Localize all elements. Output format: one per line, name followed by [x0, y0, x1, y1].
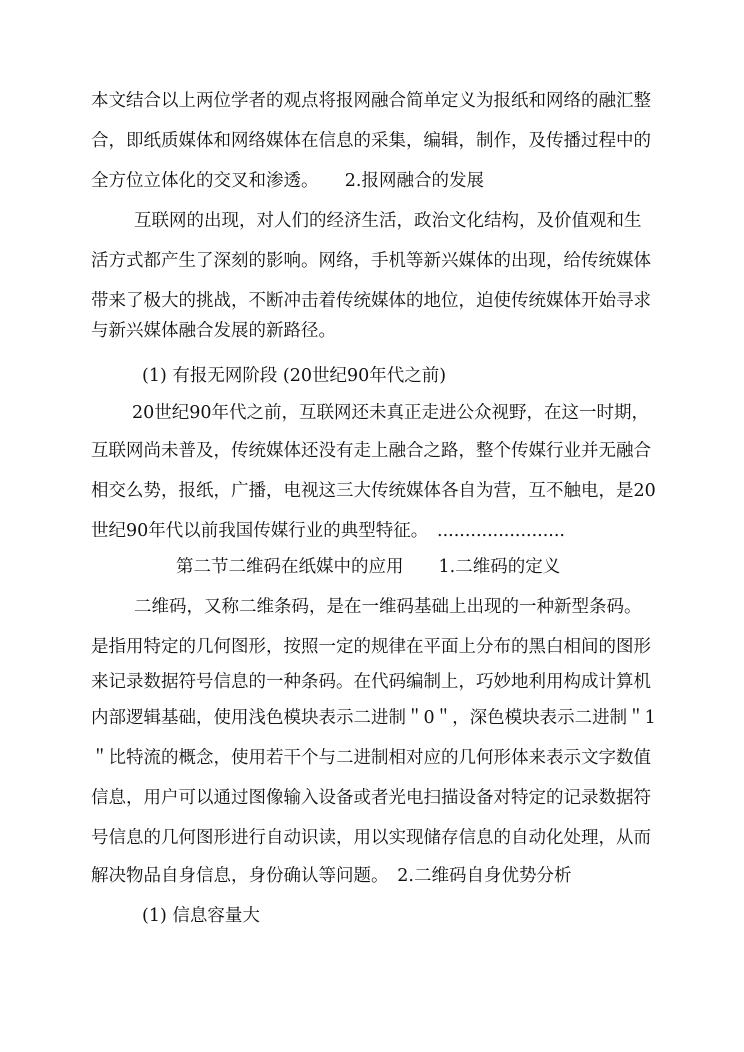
text-line: 解决物品自身信息，身份确认等问题。 2.二维码自身优势分析	[91, 866, 572, 886]
text-line: 二维码，又称二维条码，是在一维码基础上出现的一种新型条码。	[134, 597, 642, 617]
section-heading: (1) 信息容量大	[142, 906, 260, 926]
text-line: 是指用特定的几何图形，按照一定的规律在平面上分布的黑白相间的图形	[91, 637, 651, 657]
text-line: 合，即纸质媒体和网络媒体在信息的采集，编辑，制作，及传播过程中的	[91, 131, 651, 151]
section-heading: (1) 有报无网阶段 (20世纪90年代之前)	[142, 366, 447, 386]
text-line: 来记录数据符号信息的一种条码。在代码编制上，巧妙地利用构成计算机	[91, 672, 651, 692]
text-line: 活方式都产生了深刻的影响。网络，手机等新兴媒体的出现，给传统媒体	[91, 251, 651, 271]
section-heading: 第二节二维码在纸媒中的应用 1.二维码的定义	[176, 557, 561, 577]
text-line: 互联网的出现，对人们的经济生活，政治文化结构，及价值观和生	[134, 211, 642, 231]
text-line: ＂比特流的概念，使用若干个与二进制相对应的几何形体来表示文字数值	[91, 748, 651, 768]
text-line: 信息，用户可以通过图像输入设备或者光电扫描设备对特定的记录数据符	[91, 788, 651, 808]
text-line: 互联网尚未普及，传统媒体还没有走上融合之路，整个传媒行业并无融合	[91, 441, 651, 461]
text-line: 内部逻辑基础，使用浅色模块表示二进制＂0＂，深色模块表示二进制＂1	[91, 708, 656, 728]
text-line: 世纪90年代以前我国传媒行业的典型特征。 .......................	[91, 521, 565, 541]
text-line: 号信息的几何图形进行自动识读，用以实现储存信息的自动化处理，从而	[91, 828, 651, 848]
text-line: 全方位立体化的交叉和渗透。 2.报网融合的发展	[91, 171, 484, 191]
text-line: 相交么势，报纸，广播，电视这三大传统媒体各自为营，互不触电，是20	[91, 481, 656, 501]
text-line: 与新兴媒体融合发展的新路径。	[91, 321, 336, 341]
text-line: 带来了极大的挑战，不断冲击着传统媒体的地位，迫使传统媒体开始寻求	[91, 291, 651, 311]
text-line: 20世纪90年代之前，互联网还未真正走进公众视野，在这一时期，	[132, 403, 650, 423]
text-line: 本文结合以上两位学者的观点将报网融合简单定义为报纸和网络的融汇整	[91, 91, 651, 111]
